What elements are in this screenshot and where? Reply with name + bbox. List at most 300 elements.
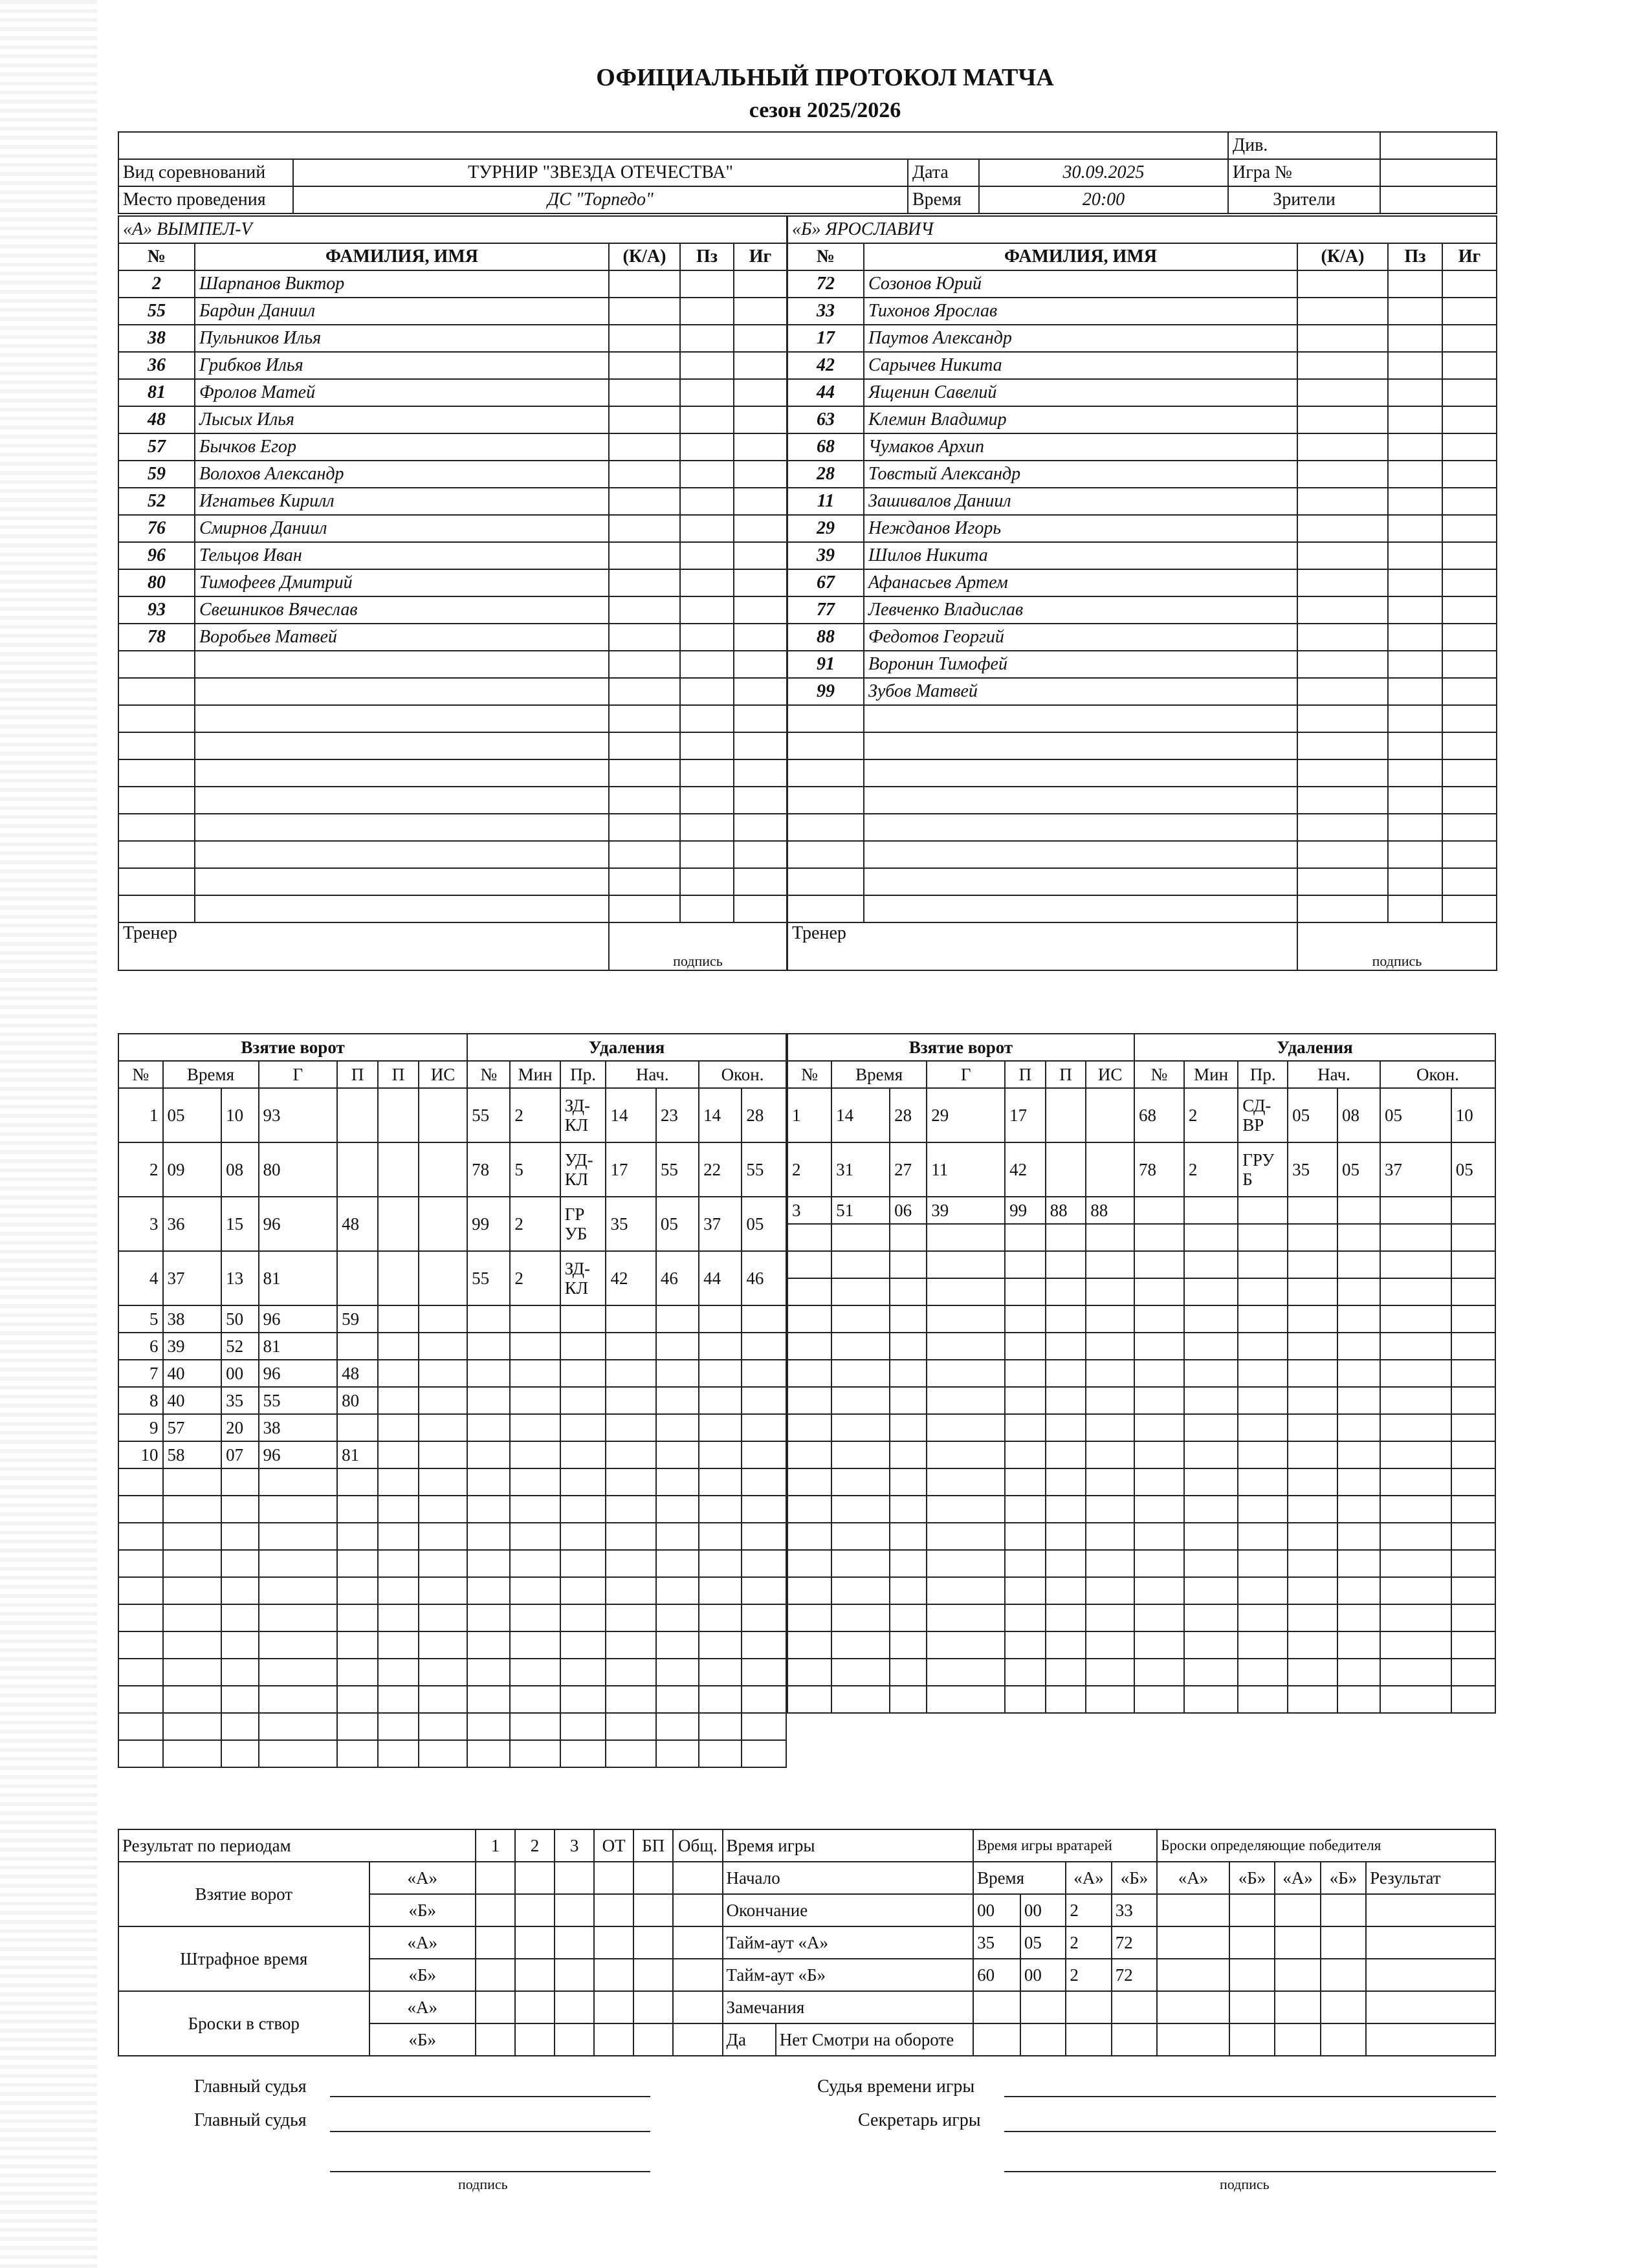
goal-number: 1 bbox=[118, 1088, 163, 1142]
empty-cell bbox=[118, 705, 195, 732]
pen-player bbox=[1134, 1604, 1184, 1631]
g-is-header: ИС bbox=[419, 1061, 467, 1088]
ig-cell bbox=[1442, 868, 1497, 895]
pz-cell bbox=[680, 379, 734, 406]
goal-player bbox=[1005, 1305, 1046, 1333]
pen-end-sec bbox=[1451, 1278, 1495, 1305]
pen-end-min bbox=[699, 1713, 742, 1740]
goal-is bbox=[1086, 1441, 1134, 1468]
goalie-cell: 35 bbox=[973, 1926, 1020, 1959]
empty-cell bbox=[195, 814, 609, 841]
empty-cell bbox=[787, 787, 864, 814]
goal-player: 48 bbox=[337, 1360, 378, 1387]
goal-minute bbox=[831, 1468, 890, 1496]
pen-start-min bbox=[1288, 1631, 1337, 1659]
goal-player: 96 bbox=[259, 1197, 338, 1251]
ka-cell bbox=[1297, 569, 1388, 596]
goal-minute bbox=[831, 1360, 890, 1387]
player-name: Зубов Матвей bbox=[864, 678, 1297, 705]
game-time-header: Время игры bbox=[723, 1829, 974, 1862]
pen-player bbox=[1134, 1224, 1184, 1251]
goal-is bbox=[1086, 1577, 1134, 1604]
event-row bbox=[787, 1197, 1495, 1224]
team-b-coach-label: Тренер bbox=[787, 922, 1297, 970]
ka-cell bbox=[609, 542, 680, 569]
goal-minute bbox=[163, 1740, 222, 1767]
goal-player bbox=[1046, 1604, 1086, 1631]
empty-cell bbox=[118, 841, 195, 868]
pen-start-min bbox=[1288, 1659, 1337, 1686]
pen-end-sec bbox=[1451, 1441, 1495, 1468]
goal-player bbox=[1005, 1523, 1046, 1550]
pen-minutes bbox=[1184, 1441, 1238, 1468]
player-name: Тельцов Иван bbox=[195, 542, 609, 569]
empty-cell bbox=[195, 868, 609, 895]
col-ka: (К/А) bbox=[1297, 243, 1388, 270]
pen-start-min bbox=[1288, 1577, 1337, 1604]
pen-start-min: 42 bbox=[606, 1251, 655, 1305]
ka-cell bbox=[1297, 542, 1388, 569]
start-label: Начало bbox=[723, 1862, 974, 1894]
goal-player bbox=[259, 1631, 338, 1659]
g-goal-header: Г bbox=[927, 1061, 1005, 1088]
goal-second bbox=[890, 1251, 927, 1278]
pen-start-min: 17 bbox=[606, 1142, 655, 1197]
pen-player: 68 bbox=[1134, 1088, 1184, 1142]
goal-minute bbox=[831, 1224, 890, 1251]
goal-player bbox=[1046, 1496, 1086, 1523]
goal-second bbox=[890, 1550, 927, 1577]
goal-number: 7 bbox=[118, 1360, 163, 1387]
goal-player: 81 bbox=[259, 1251, 338, 1305]
col-ig: Иг bbox=[1442, 243, 1497, 270]
pen-end-sec bbox=[742, 1604, 786, 1631]
goal-minute bbox=[163, 1604, 222, 1631]
roster-row bbox=[787, 515, 1497, 542]
ka-cell bbox=[1297, 814, 1388, 841]
event-row bbox=[118, 1550, 786, 1577]
empty-cell bbox=[118, 732, 195, 759]
goal-player bbox=[337, 1686, 378, 1713]
goal-second bbox=[890, 1523, 927, 1550]
empty-cell bbox=[195, 678, 609, 705]
team-a-tag: «А» bbox=[369, 1991, 476, 2023]
remarks-no: Нет bbox=[779, 2029, 808, 2049]
team-a-label: «А» ВЫМПЕЛ-V bbox=[118, 216, 787, 243]
goal-minute: 40 bbox=[163, 1387, 222, 1414]
empty-cell bbox=[864, 895, 1297, 922]
goal-second: 20 bbox=[221, 1414, 258, 1441]
player-number: 39 bbox=[787, 542, 864, 569]
goal-minute bbox=[163, 1468, 222, 1496]
goal-player: 55 bbox=[259, 1387, 338, 1414]
chief-referee-label-1: Главный судья bbox=[194, 2077, 307, 2097]
goal-number bbox=[118, 1686, 163, 1713]
roster-row bbox=[787, 759, 1497, 787]
goal-is bbox=[419, 1387, 467, 1414]
pen-player bbox=[1134, 1577, 1184, 1604]
player-name: Шарпанов Виктор bbox=[195, 270, 609, 298]
empty-cell bbox=[195, 841, 609, 868]
ig-cell bbox=[734, 325, 787, 352]
pen-end-sec: 05 bbox=[742, 1197, 786, 1251]
goal-player: 59 bbox=[337, 1305, 378, 1333]
goal-player bbox=[927, 1577, 1005, 1604]
goal-player bbox=[378, 1496, 419, 1523]
goal-number bbox=[787, 1251, 831, 1278]
pen-start-min bbox=[606, 1631, 655, 1659]
goal-number bbox=[787, 1523, 831, 1550]
player-number: 77 bbox=[787, 596, 864, 624]
pen-start-min: 05 bbox=[1288, 1088, 1337, 1142]
pz-cell bbox=[1388, 732, 1442, 759]
ig-cell bbox=[734, 433, 787, 461]
pz-cell bbox=[1388, 895, 1442, 922]
pz-cell bbox=[1388, 379, 1442, 406]
p-start-header: Нач. bbox=[606, 1061, 699, 1088]
goal-player bbox=[1046, 1441, 1086, 1468]
roster-row bbox=[118, 406, 787, 433]
roster-row bbox=[787, 651, 1497, 678]
goalie-cell: 72 bbox=[1112, 1959, 1158, 1991]
goalie-cell: 2 bbox=[1066, 1894, 1111, 1926]
goal-player: 39 bbox=[927, 1197, 1005, 1224]
pen-reason bbox=[1238, 1251, 1288, 1278]
pen-end-min: 44 bbox=[699, 1251, 742, 1305]
pen-end-sec bbox=[1451, 1550, 1495, 1577]
p-reason-header: Пр. bbox=[1238, 1061, 1288, 1088]
empty-cell bbox=[195, 759, 609, 787]
pz-cell bbox=[680, 651, 734, 678]
roster-row bbox=[787, 814, 1497, 841]
pen-player bbox=[1134, 1360, 1184, 1387]
goal-player bbox=[927, 1468, 1005, 1496]
player-name: Игнатьев Кирилл bbox=[195, 488, 609, 515]
event-row bbox=[118, 1468, 786, 1496]
total-header: Общ. bbox=[673, 1829, 722, 1862]
event-row bbox=[118, 1604, 786, 1631]
pen-player bbox=[467, 1496, 510, 1523]
roster-row bbox=[118, 352, 787, 379]
goal-player bbox=[1046, 1333, 1086, 1360]
event-row bbox=[118, 1387, 786, 1414]
goal-second bbox=[890, 1387, 927, 1414]
goal-player bbox=[378, 1360, 419, 1387]
goal-number bbox=[787, 1496, 831, 1523]
goal-player bbox=[378, 1604, 419, 1631]
goal-player: 80 bbox=[259, 1142, 338, 1197]
pen-end-min: 14 bbox=[699, 1088, 742, 1142]
pen-start-sec bbox=[656, 1496, 699, 1523]
pen-player bbox=[1134, 1523, 1184, 1550]
pen-player: 99 bbox=[467, 1197, 510, 1251]
goal-number bbox=[787, 1441, 831, 1468]
ka-cell bbox=[1297, 841, 1388, 868]
ig-cell bbox=[1442, 379, 1497, 406]
pen-start-min bbox=[606, 1387, 655, 1414]
pen-start-min: 35 bbox=[1288, 1142, 1337, 1197]
pen-start-min: 14 bbox=[606, 1088, 655, 1142]
ig-cell bbox=[1442, 515, 1497, 542]
player-name: Бардин Даниил bbox=[195, 298, 609, 325]
ig-cell bbox=[1442, 841, 1497, 868]
goal-minute: 58 bbox=[163, 1441, 222, 1468]
pz-cell bbox=[680, 705, 734, 732]
timeout-a-label: Тайм-аут «А» bbox=[723, 1926, 974, 1959]
event-row bbox=[787, 1659, 1495, 1686]
pen-end-min bbox=[1380, 1251, 1451, 1278]
event-row bbox=[787, 1604, 1495, 1631]
pen-player bbox=[467, 1523, 510, 1550]
goal-number bbox=[787, 1686, 831, 1713]
goal-minute bbox=[831, 1305, 890, 1333]
pen-start-sec bbox=[656, 1414, 699, 1441]
roster-row bbox=[787, 732, 1497, 759]
pen-player bbox=[467, 1604, 510, 1631]
ka-cell bbox=[1297, 433, 1388, 461]
event-row bbox=[787, 1686, 1495, 1713]
pen-end-sec bbox=[742, 1468, 786, 1496]
pz-cell bbox=[680, 759, 734, 787]
pen-end-sec bbox=[742, 1713, 786, 1740]
signature-line bbox=[1004, 2096, 1496, 2097]
goal-number bbox=[787, 1604, 831, 1631]
pen-end-min bbox=[699, 1686, 742, 1713]
goals-header: Взятие ворот bbox=[118, 1034, 467, 1061]
goal-second: 28 bbox=[890, 1088, 927, 1142]
pen-end-sec bbox=[1451, 1251, 1495, 1278]
pen-start-min bbox=[606, 1686, 655, 1713]
goal-is: 88 bbox=[1086, 1197, 1134, 1224]
goal-player bbox=[927, 1333, 1005, 1360]
team-b-roster bbox=[787, 215, 1497, 971]
remarks-label: Замечания bbox=[723, 1991, 974, 2023]
event-row bbox=[118, 1305, 786, 1333]
pz-cell bbox=[1388, 515, 1442, 542]
goal-player bbox=[1005, 1686, 1046, 1713]
goal-player bbox=[378, 1333, 419, 1360]
pen-start-min bbox=[1288, 1523, 1337, 1550]
pen-player bbox=[1134, 1659, 1184, 1686]
goal-number bbox=[118, 1740, 163, 1767]
scan-edge-shadow bbox=[0, 0, 97, 2268]
goal-minute bbox=[831, 1414, 890, 1441]
ig-cell bbox=[1442, 325, 1497, 352]
g-assist1-header: П bbox=[337, 1061, 378, 1088]
event-row bbox=[787, 1224, 1495, 1251]
ka-cell bbox=[609, 298, 680, 325]
pen-start-sec bbox=[1337, 1251, 1380, 1278]
player-number: 55 bbox=[118, 298, 195, 325]
goal-player: 96 bbox=[259, 1305, 338, 1333]
goal-player: 99 bbox=[1005, 1197, 1046, 1224]
empty-cell bbox=[787, 732, 864, 759]
goal-minute bbox=[831, 1659, 890, 1686]
goal-is bbox=[1086, 1333, 1134, 1360]
pen-start-min bbox=[1288, 1550, 1337, 1577]
goal-number bbox=[787, 1631, 831, 1659]
roster-row bbox=[118, 787, 787, 814]
pen-start-min bbox=[606, 1740, 655, 1767]
player-name: Паутов Александр bbox=[864, 325, 1297, 352]
pen-minutes bbox=[1184, 1224, 1238, 1251]
p-num-header: № bbox=[1134, 1061, 1184, 1088]
signature-line bbox=[1004, 2171, 1496, 2172]
ig-cell bbox=[734, 651, 787, 678]
goal-player bbox=[337, 1604, 378, 1631]
pen-reason bbox=[1238, 1224, 1288, 1251]
goal-is bbox=[1086, 1224, 1134, 1251]
goal-number bbox=[118, 1523, 163, 1550]
ka-cell bbox=[609, 596, 680, 624]
pen-minutes bbox=[510, 1333, 560, 1360]
roster-row bbox=[787, 488, 1497, 515]
player-number: 28 bbox=[787, 461, 864, 488]
results-table bbox=[118, 1829, 1496, 2056]
pen-player bbox=[467, 1360, 510, 1387]
pen-start-min bbox=[1288, 1604, 1337, 1631]
player-number: 42 bbox=[787, 352, 864, 379]
col-pz: Пз bbox=[1388, 243, 1442, 270]
pz-cell bbox=[680, 732, 734, 759]
ig-cell bbox=[734, 515, 787, 542]
goal-player bbox=[927, 1441, 1005, 1468]
pen-reason bbox=[560, 1414, 606, 1441]
goal-player bbox=[1005, 1550, 1046, 1577]
goal-player bbox=[337, 1496, 378, 1523]
ig-cell bbox=[1442, 624, 1497, 651]
goal-minute bbox=[163, 1550, 222, 1577]
goal-second bbox=[890, 1414, 927, 1441]
pen-end-min: 05 bbox=[1380, 1088, 1451, 1142]
empty-cell bbox=[864, 868, 1297, 895]
goal-player bbox=[927, 1305, 1005, 1333]
roster-row bbox=[118, 759, 787, 787]
ig-cell bbox=[1442, 406, 1497, 433]
shootout-header: БП bbox=[633, 1829, 673, 1862]
pen-reason: ЗД-КЛ bbox=[560, 1088, 606, 1142]
pen-start-min bbox=[1288, 1305, 1337, 1333]
goal-player bbox=[378, 1197, 419, 1251]
ig-cell bbox=[734, 352, 787, 379]
event-row bbox=[118, 1740, 786, 1767]
goal-number bbox=[787, 1577, 831, 1604]
event-row bbox=[787, 1550, 1495, 1577]
pen-reason bbox=[560, 1740, 606, 1767]
ka-cell bbox=[1297, 705, 1388, 732]
pen-end-sec bbox=[742, 1631, 786, 1659]
goal-player bbox=[378, 1631, 419, 1659]
pen-minutes bbox=[1184, 1387, 1238, 1414]
goalie-cell: 2 bbox=[1066, 1959, 1111, 1991]
pz-cell bbox=[1388, 678, 1442, 705]
empty-cell bbox=[787, 868, 864, 895]
goal-player bbox=[259, 1468, 338, 1496]
ka-cell bbox=[1297, 406, 1388, 433]
pen-reason bbox=[1238, 1686, 1288, 1713]
goal-player bbox=[927, 1496, 1005, 1523]
goal-number bbox=[118, 1631, 163, 1659]
player-name: Волохов Александр bbox=[195, 461, 609, 488]
div-label: Див. bbox=[1228, 132, 1380, 159]
player-number: 67 bbox=[787, 569, 864, 596]
pen-player bbox=[467, 1550, 510, 1577]
roster-row bbox=[118, 461, 787, 488]
event-row bbox=[118, 1088, 786, 1142]
goalie-time-col: Время bbox=[973, 1862, 1066, 1894]
player-name: Товстый Александр bbox=[864, 461, 1297, 488]
goal-player bbox=[378, 1142, 419, 1197]
goal-minute bbox=[163, 1523, 222, 1550]
pen-end-min bbox=[1380, 1659, 1451, 1686]
goal-second bbox=[221, 1686, 258, 1713]
pen-start-sec bbox=[656, 1577, 699, 1604]
player-name: Тихонов Ярослав bbox=[864, 298, 1297, 325]
ka-cell bbox=[1297, 488, 1388, 515]
goal-number bbox=[787, 1224, 831, 1251]
pen-end-min bbox=[699, 1468, 742, 1496]
pen-reason bbox=[1238, 1360, 1288, 1387]
period-3-header: 3 bbox=[555, 1829, 594, 1862]
pz-cell bbox=[680, 596, 734, 624]
pen-start-sec bbox=[1337, 1550, 1380, 1577]
player-name: Афанасьев Артем bbox=[864, 569, 1297, 596]
ig-cell bbox=[1442, 895, 1497, 922]
roster-row bbox=[118, 515, 787, 542]
goal-player: 17 bbox=[1005, 1088, 1046, 1142]
pen-minutes bbox=[510, 1631, 560, 1659]
goal-minute bbox=[831, 1333, 890, 1360]
team-a-coach-label: Тренер bbox=[118, 922, 609, 970]
g-time-header: Время bbox=[163, 1061, 259, 1088]
roster-row bbox=[787, 270, 1497, 298]
event-row bbox=[787, 1496, 1495, 1523]
end-label: Окончание bbox=[723, 1894, 974, 1926]
goal-is bbox=[1086, 1523, 1134, 1550]
ka-cell bbox=[1297, 678, 1388, 705]
pen-reason bbox=[1238, 1387, 1288, 1414]
remarks-no-see-back bbox=[776, 2023, 973, 2056]
goal-player bbox=[378, 1713, 419, 1740]
pz-cell bbox=[680, 488, 734, 515]
penalties-header: Удаления bbox=[1134, 1034, 1495, 1061]
pz-cell bbox=[1388, 651, 1442, 678]
pen-player bbox=[467, 1686, 510, 1713]
team-b-events bbox=[787, 1033, 1496, 1714]
roster-row bbox=[118, 596, 787, 624]
pen-player: 55 bbox=[467, 1088, 510, 1142]
pz-cell bbox=[1388, 624, 1442, 651]
goalie-cell: 00 bbox=[973, 1894, 1020, 1926]
pen-minutes bbox=[510, 1360, 560, 1387]
pz-cell bbox=[1388, 325, 1442, 352]
p-min-header: Мин bbox=[1184, 1061, 1238, 1088]
ka-cell bbox=[609, 732, 680, 759]
pen-reason bbox=[1238, 1523, 1288, 1550]
competition-value: ТУРНИР "ЗВЕЗДА ОТЕЧЕСТВА" bbox=[293, 159, 908, 186]
pen-end-sec bbox=[1451, 1604, 1495, 1631]
roster-row bbox=[118, 433, 787, 461]
pen-start-min bbox=[606, 1577, 655, 1604]
shootout-winner-header: Броски определяющие победителя bbox=[1157, 1829, 1495, 1862]
pz-cell bbox=[680, 569, 734, 596]
goal-player: 29 bbox=[927, 1088, 1005, 1142]
goal-is bbox=[1086, 1387, 1134, 1414]
ig-cell bbox=[1442, 352, 1497, 379]
ka-cell bbox=[609, 705, 680, 732]
player-number: 57 bbox=[118, 433, 195, 461]
goal-is bbox=[419, 1496, 467, 1523]
